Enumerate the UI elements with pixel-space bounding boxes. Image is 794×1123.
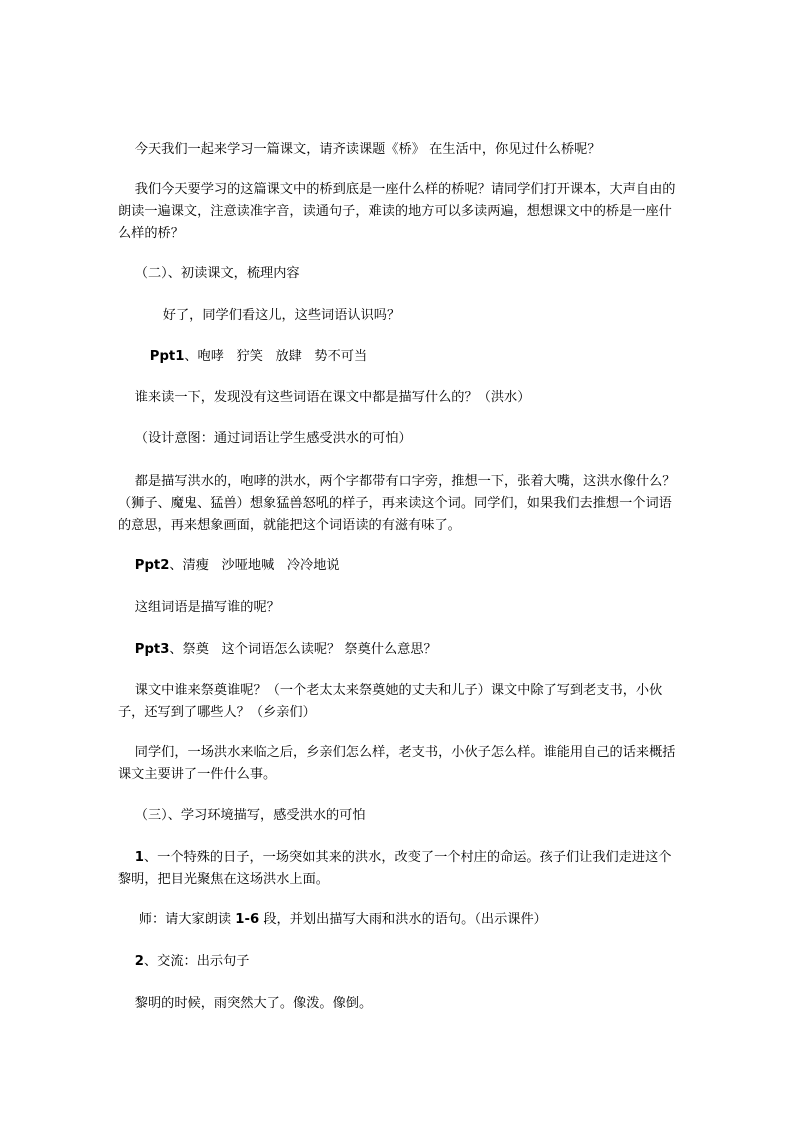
paragraph-text: 师：请大家朗读 xyxy=(138,912,236,927)
heading-text: （二）、初读课文，梳理内容 xyxy=(134,266,300,281)
paragraph-text: 黎明的时候，雨突然大了。像泼。像倒。 xyxy=(134,996,373,1011)
paragraph-text: 课文中谁来祭奠谁呢？（一个老太太来祭奠她的丈夫和儿子）课文中除了写到老支书，小伙子，还写到了哪些人？（乡亲们） xyxy=(118,683,663,720)
paragraph-text: 、清瘦 沙哑地喊 冷冷地说 xyxy=(169,558,340,573)
step-number: 1 xyxy=(134,850,144,865)
ppt-label: Ppt1 xyxy=(149,349,185,364)
paragraph-text: 我们今天要学习的这篇课文中的桥到底是一座什么样的桥呢？请同学们打开课本，大声自由的朗读一遍课文，注意读准字音，读通句子，难读的地方可以多读两遍，想想课文中的桥是一座什么样的桥？ xyxy=(118,182,676,241)
paragraph-text: 、交流：出示句子 xyxy=(143,954,250,969)
paragraph-text: 都是描写洪水的，咆哮的洪水，两个字都带有口字旁，推想一下，张着大嘴，这洪水像什么？（狮子、魔鬼、猛兽）想象猛兽怒吼的样子，再来读这个词。同学们，如果我们去推想一个词语的意思，再来想象画面，就能把这个词语读的有滋有味了。 xyxy=(118,474,676,533)
step-number: 2 xyxy=(134,954,144,969)
paragraph-text: 今天我们一起来学习一篇课文，请齐读课题《桥》 在生活中，你见过什么桥呢？ xyxy=(134,142,601,157)
paragraph-quote-dawn xyxy=(118,971,678,1037)
ppt-label: Ppt2 xyxy=(134,558,170,573)
paragraph-text: 谁来读一下，发现没有这些词语在课文中都是描写什么的？（洪水） xyxy=(134,390,531,405)
paragraph-text: 、祭奠 这个词语怎么读呢？ 祭奠什么意思？ xyxy=(169,642,437,657)
heading-text: （三）、学习环境描写，感受洪水的可怕 xyxy=(134,808,366,823)
paragraph-text: （设计意图：通过词语让学生感受洪水的可怕） xyxy=(134,431,412,446)
paragraph-text: 、咆哮 狞笑 放肆 势不可当 xyxy=(184,349,368,364)
paragraph-text-after: 段，并划出描写大雨和洪水的语句。（出示课件） xyxy=(259,912,547,927)
paragraph-text: 、一个特殊的日子，一场突如其来的洪水，改变了一个村庄的命运。孩子们让我们走进这个黎明，把目光聚焦在这场洪水上面。 xyxy=(118,850,672,887)
paragraph-text: 好了，同学们看这儿，这些词语认识吗？ xyxy=(162,308,401,323)
paragraph-range: 1-6 xyxy=(235,912,260,927)
paragraph-text: 同学们，一场洪水来临之后，乡亲们怎么样，老支书，小伙子怎么样。谁能用自己的话来概括课文主要讲了一件什么事。 xyxy=(118,745,676,782)
ppt-label: Ppt3 xyxy=(134,642,170,657)
paragraph-text: 这组词语是描写谁的呢？ xyxy=(134,600,280,615)
